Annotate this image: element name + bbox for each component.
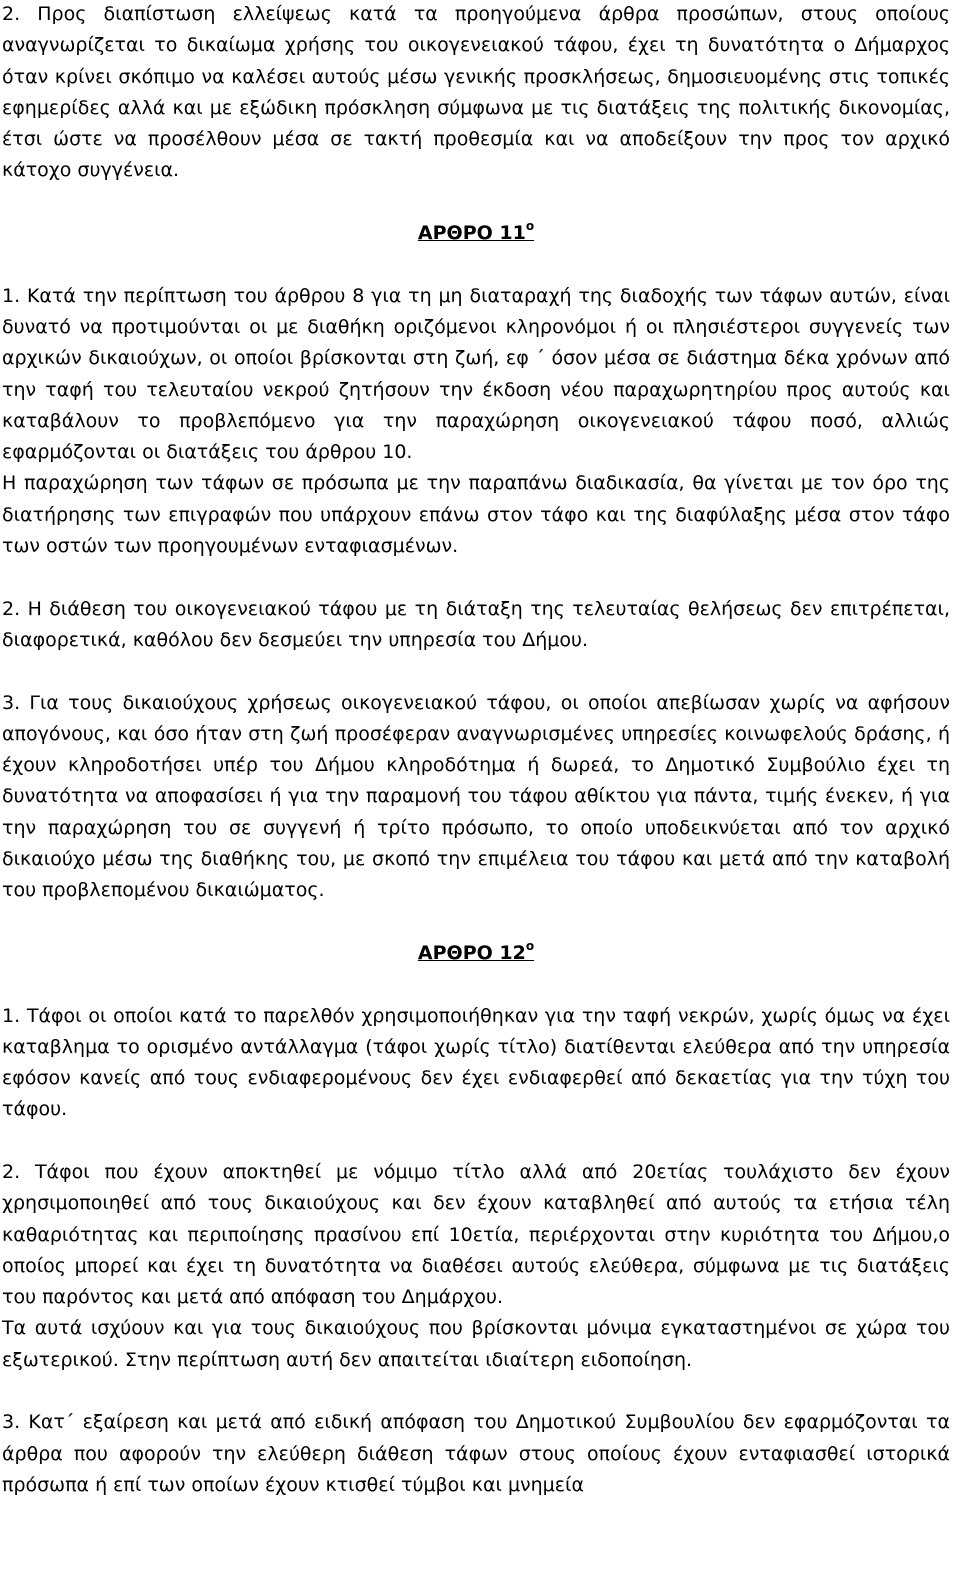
body-paragraph: 2. Η διάθεση του οικογενειακού τάφου με τη διάταξη της τελευταίας θελήσεως δεν επιτρέπεται, διαφορετικά, καθόλου δεν δεσμεύει την υπηρεσία του Δήμου. <box>2 597 950 651</box>
ordinal-superscript: ο <box>525 938 535 953</box>
paragraph-spacer <box>2 969 950 1000</box>
body-paragraph: 1. Κατά την περίπτωση του άρθρου 8 για τη μη διαταραχή της διαδοχής των τάφων αυτών, είναι δυνατό να προτιμούνται οι με διαθήκη οριζόμενοι κληρονόμοι ή οι πλησιέστεροι συγγενείς των αρχικών δικαιούχων, οι οποίοι βρίσκονται στη ζωή, εφ ΄ όσον μέσα σε διάστημα δέκα χρόνων από την ταφή του τελευταίου νεκρού ζητήσουν την έκδοση νέου παραχωρητηρίου προς αυτούς και καταβάλουν το προβλεπόμενο για την παραχώρηση οικογενειακού τάφου ποσό, αλλιώς εφαρμόζονται οι διατάξεις του άρθρου 10. <box>2 284 950 464</box>
body-paragraph: 3. Κατ΄ εξαίρεση και μετά από ειδική απόφαση του Δημοτικού Συμβουλίου δεν εφαρμόζονται τα άρθρα που αφορούν την ελεύθερη διάθεση τάφων στους οποίους έχουν ενταφιασθεί ιστορικά πρόσωπα ή επί των οποίων έχουν κτισθεί τύμβοι και μνημεία <box>2 1411 950 1496</box>
document-page <box>2 0 950 1501</box>
ordinal-superscript: ο <box>525 219 535 234</box>
paragraph-spacer <box>2 907 950 938</box>
paragraph-spacer <box>2 187 950 218</box>
article-heading <box>2 938 950 969</box>
paragraph-spacer <box>2 1376 950 1407</box>
paragraph-spacer <box>2 656 950 687</box>
paragraph-spacer <box>2 1126 950 1157</box>
body-paragraph: 1. Τάφοι οι οποίοι κατά το παρελθόν χρησιμοποιήθηκαν για την ταφή νεκρών, χωρίς όμως να έχει καταβλημα το ορισμένο αντάλλαγμα (τάφοι χωρίς τίτλο) διατίθενται ελεύθερα από την υπηρεσία εφόσον κανείς από τους ενδιαφερομένους δεν έχει ενδιαφερθεί από δεκαετίας για την τύχη του τάφου. <box>2 1004 950 1121</box>
paragraph-spacer <box>2 562 950 593</box>
article-heading <box>2 218 950 249</box>
paragraph-spacer <box>2 249 950 280</box>
article-heading-text: ΑΡΘΡΟ 12 <box>417 941 526 964</box>
body-paragraph: 2. Τάφοι που έχουν αποκτηθεί με νόμιμο τίτλο αλλά από 20ετίας τουλάχιστο δεν έχουν χρησιμοποιηθεί από τους δικαιούχους και δεν έχουν καταβληθεί από αυτούς τα ετήσια τέλη καθαριότητας και περιποίησης πρασίνου επί 10ετία, περιέρχονται στην κυριότητα του Δήμου,ο οποίος μπορεί και έχει τη δυνατότητα να διαθέσει αυτούς ελεύθερα, σύμφωνα με τις διατάξεις του παρόντος και μετά από απόφαση του Δημάρχου. <box>2 1160 950 1309</box>
body-paragraph: 2. Προς διαπίστωση ελλείψεως κατά τα προηγούμενα άρθρα προσώπων, στους οποίους αναγνωρίζεται το δικαίωμα χρήσης του οικογενειακού τάφου, έχει τη δυνατότητα ο Δήμαρχος όταν κρίνει σκόπιμο να καλέσει αυτούς μέσω γενικής προσκλήσεως, δημοσιευομένης στις τοπικές εφημερίδες αλλά και με εξώδικη πρόσκληση σύμφωνα με τις διατάξεις της πολιτικής δικονομίας, έτσι ώστε να προσέλθουν μέσα σε τακτή προθεσμία και να αποδείξουν την προς τον αρχικό κάτοχο συγγένεια. <box>2 3 950 182</box>
body-paragraph: Η παραχώρηση των τάφων σε πρόσωπα με την παραπάνω διαδικασία, θα γίνεται με τον όρο της διατήρησης των επιγραφών που υπάρχουν επάνω στον τάφο και της διαφύλαξης μέσα στον τάφο των οστών των προηγουμένων ενταφιασμένων. <box>2 472 950 558</box>
article-heading-text: ΑΡΘΡΟ 11 <box>417 222 526 245</box>
body-paragraph: Τα αυτά ισχύουν και για τους δικαιούχους που βρίσκονται μόνιμα εγκαταστημένοι σε χώρα του εξωτερικού. Στην περίπτωση αυτή δεν απαιτείται ιδιαίτερη ειδοποίηση. <box>2 1317 950 1371</box>
body-paragraph: 3. Για τους δικαιούχους χρήσεως οικογενειακού τάφου, οι οποίοι απεβίωσαν χωρίς να αφήσουν απογόνους, και όσο ήταν στη ζωή προσέφεραν αναγνωρισμένες υπηρεσίες κοινωφελούς δράσης, ή έχουν κληροδοτήσει υπέρ του Δήμου κληροδότημα ή δωρεά, το Δημοτικό Συμβούλιο έχει τη δυνατότητα να αποφασίσει ή για την παραμονή του τάφου αθίκτου για πάντα, τιμής ένεκεν, ή για την παραχώρηση του σε συγγενή ή τρίτο πρόσωπο, το οποίο υποδεικνύεται από τον αρχικό δικαιούχο μέσω της διαθήκης του, με σκοπό την επιμέλεια του τάφου και μετά από την καταβολή του προβλεπομένου δικαιώματος. <box>2 691 950 902</box>
